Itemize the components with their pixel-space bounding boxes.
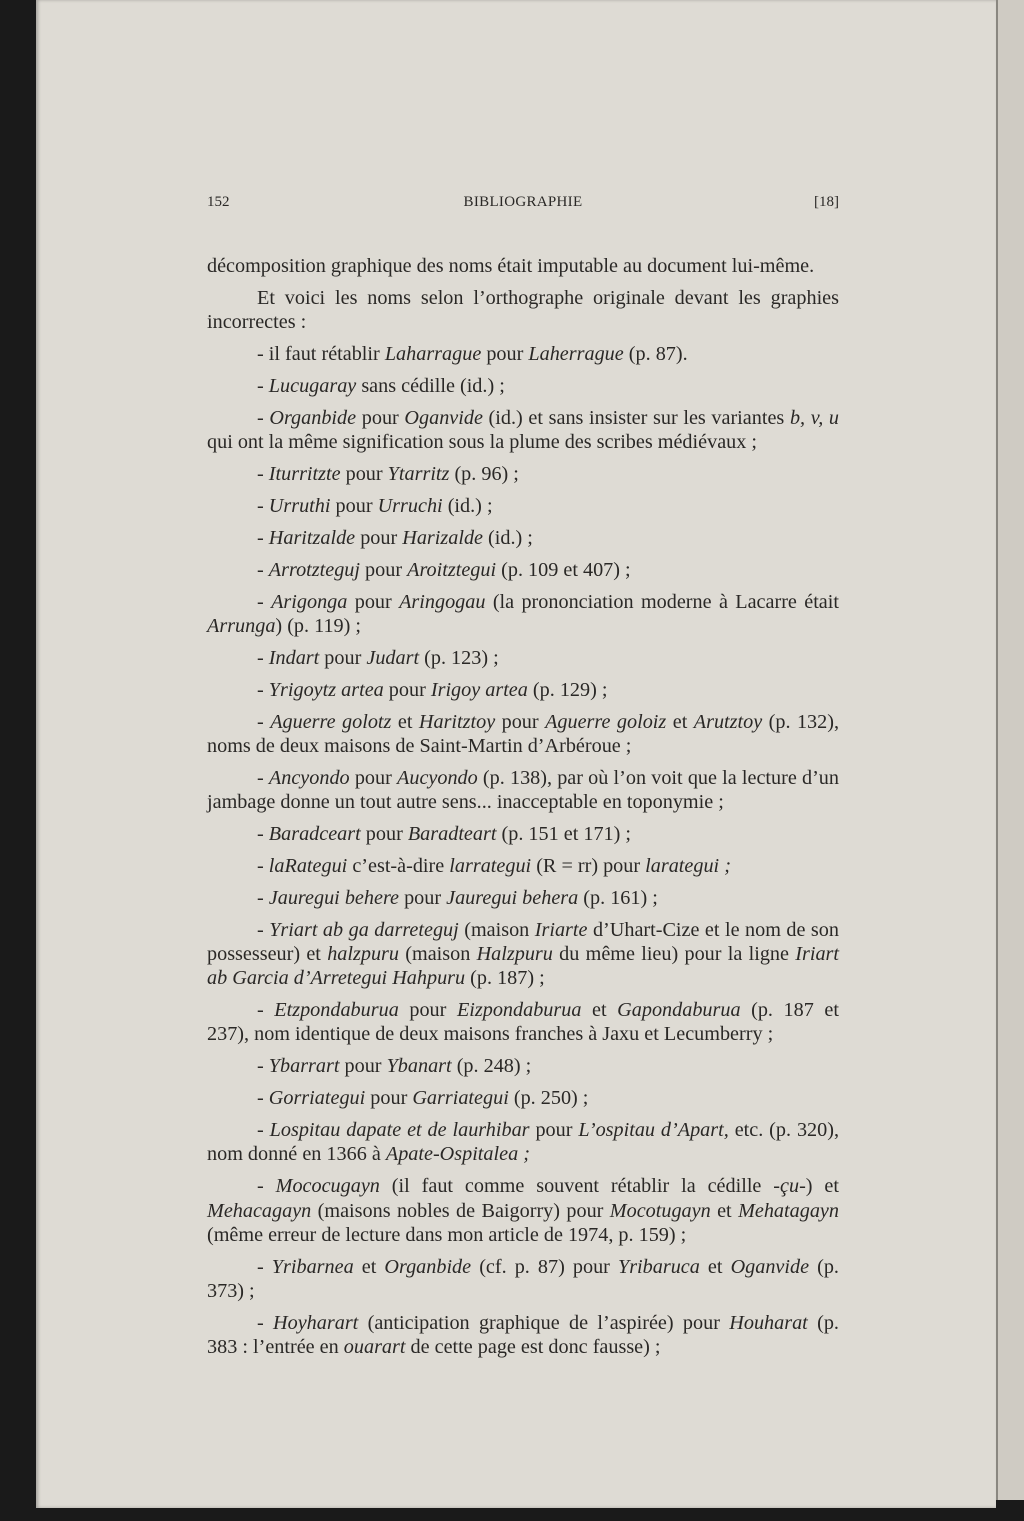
paragraph bbox=[207, 710, 839, 759]
italic-term: Arigonga bbox=[271, 590, 348, 613]
body-text bbox=[207, 254, 839, 1367]
text-run: c’est-à-dire bbox=[347, 854, 450, 877]
paragraph bbox=[207, 374, 839, 398]
italic-term: Eizpondaburua bbox=[456, 999, 582, 1022]
italic-term: Baradteart bbox=[407, 822, 497, 845]
italic-term: Yrigoytz artea bbox=[268, 678, 384, 701]
italic-term: laRategui bbox=[268, 854, 348, 877]
text-run: - bbox=[257, 822, 269, 845]
italic-term: Laherrague bbox=[528, 343, 624, 366]
italic-term: Arrotzteguj bbox=[268, 558, 360, 581]
text-run: sans cédille (id.) ; bbox=[356, 374, 505, 397]
text-run: (maison bbox=[399, 942, 477, 965]
page-number: 152 bbox=[207, 194, 230, 210]
italic-term: Yribarnea bbox=[271, 1255, 354, 1278]
paragraph bbox=[207, 646, 839, 670]
italic-term: Judart bbox=[366, 646, 420, 669]
paragraph bbox=[207, 558, 839, 582]
text-run: et bbox=[581, 999, 618, 1022]
paragraph bbox=[207, 462, 839, 486]
text-run: (p. 129) ; bbox=[527, 678, 608, 701]
paragraph bbox=[207, 286, 839, 335]
text-run: pour bbox=[360, 558, 408, 581]
text-run: (p. 151 et 171) ; bbox=[496, 822, 632, 845]
italic-term: Mococugayn bbox=[275, 1175, 380, 1198]
text-run: pour bbox=[495, 710, 546, 733]
italic-term: Iturritzte bbox=[268, 463, 341, 486]
text-run: (même erreur de lecture dans mon article de 1974, p. 159) ; bbox=[207, 1223, 687, 1246]
text-run: (id.) et sans insister sur les variantes bbox=[482, 406, 790, 429]
italic-term: larategui ; bbox=[645, 854, 731, 877]
italic-term: Hoyharart bbox=[273, 1311, 359, 1334]
text-run: et bbox=[699, 1255, 731, 1278]
text-run: ) et bbox=[805, 1175, 839, 1198]
text-run: etc. (p. 320), nom donné en 1366 à bbox=[207, 1119, 839, 1166]
italic-term: Aguerre goloiz bbox=[545, 710, 667, 733]
italic-term: Gapondaburua bbox=[617, 999, 741, 1022]
text-run: - bbox=[257, 1311, 274, 1334]
italic-term: -çu- bbox=[773, 1175, 806, 1198]
paragraph bbox=[207, 822, 839, 846]
italic-term: Halzpuru bbox=[476, 942, 553, 965]
italic-term: Urruchi bbox=[377, 494, 443, 517]
text-run: - bbox=[257, 558, 269, 581]
italic-term: Yriart ab ga darreteguj bbox=[269, 918, 459, 941]
italic-term: L’ospitau d’Apart, bbox=[578, 1119, 729, 1142]
text-run: pour bbox=[365, 1087, 413, 1110]
paragraph bbox=[207, 1311, 839, 1360]
text-run: décomposition graphique des noms était imputable au document lui-même. bbox=[207, 255, 815, 277]
text-run: pour bbox=[398, 999, 457, 1022]
italic-term: Arrunga bbox=[207, 614, 276, 637]
italic-term: Haritzalde bbox=[268, 526, 356, 549]
text-run: (p. 123) ; bbox=[419, 646, 499, 669]
paragraph bbox=[207, 918, 839, 991]
italic-term: Lucugaray bbox=[268, 374, 357, 397]
italic-term: Harizalde bbox=[402, 526, 483, 549]
italic-term: larrategui bbox=[449, 854, 532, 877]
next-page-edge bbox=[996, 0, 1024, 1500]
paragraph bbox=[207, 886, 839, 910]
text-run: pour bbox=[529, 1119, 579, 1142]
text-run: Et voici les noms selon l’orthographe originale devant les graphies incorrectes : bbox=[207, 286, 839, 334]
italic-term: Indart bbox=[268, 646, 320, 669]
italic-term: Irigoy artea bbox=[430, 678, 528, 701]
text-run: - bbox=[257, 854, 269, 877]
text-run: pour bbox=[356, 406, 405, 429]
text-run: (p. 161) ; bbox=[578, 886, 658, 909]
italic-term: Garriategui bbox=[412, 1087, 509, 1110]
text-run: (p. 383 : l’entrée en bbox=[207, 1311, 839, 1359]
text-run: - bbox=[257, 406, 270, 429]
text-run: (p. 187) ; bbox=[465, 967, 545, 990]
text-run: - bbox=[257, 494, 269, 517]
paragraph bbox=[207, 254, 839, 278]
italic-term: Gorriategui bbox=[268, 1087, 366, 1110]
text-run: (p. 373) ; bbox=[207, 1255, 839, 1303]
italic-term: Yribaruca bbox=[617, 1255, 700, 1278]
text-run: pour bbox=[383, 678, 431, 701]
text-run: pour bbox=[347, 590, 400, 613]
text-run: (maisons nobles de Baigorry) pour bbox=[311, 1199, 610, 1222]
italic-term: Oganvide bbox=[730, 1255, 810, 1278]
italic-term: Aroitztegui bbox=[407, 558, 497, 581]
text-run: - bbox=[257, 374, 269, 397]
italic-term: halzpuru bbox=[327, 942, 399, 965]
text-run: - bbox=[257, 766, 269, 789]
text-run: (p. 187 et 237), nom identique de deux maisons franches à Jaxu et Lecumberry ; bbox=[207, 999, 839, 1046]
paragraph bbox=[207, 1174, 839, 1247]
text-run: pour bbox=[339, 1055, 387, 1078]
text-run: - bbox=[257, 1175, 276, 1198]
text-run: (maison bbox=[458, 918, 535, 941]
paragraph bbox=[207, 406, 839, 455]
text-run: (cf. p. 87) pour bbox=[471, 1255, 618, 1278]
italic-term: Apate-Ospitalea ; bbox=[385, 1143, 530, 1166]
italic-term: Jauregui behere bbox=[268, 886, 400, 909]
text-run: (R = rr) pour bbox=[531, 854, 646, 877]
italic-term: Ybanart bbox=[386, 1055, 452, 1078]
italic-term: b, v, u bbox=[789, 406, 839, 429]
italic-term: Jauregui behera bbox=[446, 886, 579, 909]
paragraph bbox=[207, 494, 839, 518]
running-title: BIBLIOGRAPHIE bbox=[463, 194, 583, 210]
text-run: (p. 132), noms de deux maisons de Saint-Martin d’Arbéroue ; bbox=[207, 710, 840, 757]
text-run: et bbox=[666, 710, 694, 733]
text-run: qui ont la même signification sous la plume des scribes médiévaux ; bbox=[207, 431, 757, 454]
paragraph bbox=[207, 1118, 839, 1167]
italic-term: Organbide bbox=[384, 1255, 472, 1278]
text-run: - bbox=[257, 463, 269, 486]
text-run: (anticipation graphique de l’aspirée) pour bbox=[358, 1311, 730, 1334]
text-run: - bbox=[257, 1087, 269, 1110]
text-run: (id.) ; bbox=[442, 494, 493, 517]
text-run: - bbox=[257, 526, 269, 549]
section-ref: [18] bbox=[814, 194, 839, 210]
text-run: et bbox=[353, 1255, 385, 1278]
text-run: - bbox=[257, 1055, 269, 1078]
text-run: pour bbox=[481, 343, 529, 366]
paragraph bbox=[207, 342, 839, 366]
paragraph bbox=[207, 526, 839, 550]
text-run: (p. 96) ; bbox=[449, 463, 519, 486]
text-run: - bbox=[257, 999, 275, 1022]
text-run: d’Uhart-Cize et le nom de son possesseur) et bbox=[207, 918, 839, 965]
paragraph bbox=[207, 1086, 839, 1110]
paragraph bbox=[207, 590, 839, 639]
italic-term: Houharat bbox=[729, 1311, 808, 1334]
text-run: pour bbox=[355, 526, 403, 549]
text-run: (p. 250) ; bbox=[508, 1087, 589, 1110]
text-run: et bbox=[710, 1199, 739, 1222]
paragraph bbox=[207, 1255, 839, 1304]
italic-term: Ancyondo bbox=[268, 766, 350, 789]
text-run: pour bbox=[319, 646, 367, 669]
text-run: - bbox=[257, 918, 270, 941]
italic-term: Ybarrart bbox=[268, 1055, 340, 1078]
italic-term: Lospitau dapate et de laurhibar bbox=[269, 1119, 530, 1142]
italic-term: Laharrague bbox=[384, 343, 482, 366]
paragraph bbox=[207, 1054, 839, 1078]
text-run: pour bbox=[399, 886, 447, 909]
italic-term: Aucyondo bbox=[397, 766, 478, 789]
italic-term: Mehatagayn bbox=[738, 1199, 839, 1222]
paragraph bbox=[207, 678, 839, 702]
text-run: - il faut rétablir bbox=[257, 343, 385, 366]
text-run: de cette page est donc fausse) ; bbox=[405, 1336, 661, 1359]
text-run: du même lieu) pour la ligne bbox=[552, 942, 796, 965]
italic-term: Organbide bbox=[269, 406, 357, 429]
text-run: pour bbox=[330, 494, 378, 517]
text-run: (p. 109 et 407) ; bbox=[496, 558, 631, 581]
text-run: - bbox=[257, 710, 271, 733]
italic-term: Aguerre golotz bbox=[270, 710, 392, 733]
paragraph bbox=[207, 998, 839, 1047]
paragraph bbox=[207, 854, 839, 878]
text-run: - bbox=[257, 590, 272, 613]
italic-term: Baradceart bbox=[268, 822, 361, 845]
italic-term: Ytarritz bbox=[387, 463, 450, 486]
text-run: (la prononciation moderne à Lacarre était bbox=[485, 590, 839, 613]
text-run: pour bbox=[360, 822, 408, 845]
italic-term: Oganvide bbox=[404, 406, 483, 429]
text-run: (p. 248) ; bbox=[451, 1055, 532, 1078]
text-run: pour bbox=[340, 463, 388, 486]
text-run: (il faut comme souvent rétablir la cédille bbox=[379, 1175, 774, 1198]
text-run: (p. 87). bbox=[623, 343, 688, 366]
italic-term: Mocotugayn bbox=[609, 1199, 711, 1222]
italic-term: Aringogau bbox=[399, 590, 486, 613]
italic-term: Iriart ab Garcia d’Arretegui Hahpuru bbox=[207, 942, 839, 990]
paragraph bbox=[207, 766, 839, 815]
text-run: - bbox=[257, 1255, 272, 1278]
italic-term: Etzpondaburua bbox=[274, 999, 399, 1022]
italic-term: ouarart bbox=[343, 1336, 406, 1359]
text-run: pour bbox=[349, 766, 398, 789]
text-run: ) (p. 119) ; bbox=[275, 614, 362, 637]
italic-term: Mehacagayn bbox=[207, 1199, 312, 1222]
text-run: - bbox=[257, 886, 269, 909]
italic-term: Urruthi bbox=[268, 494, 331, 517]
italic-term: Haritztoy bbox=[418, 710, 496, 733]
running-header bbox=[207, 194, 839, 214]
text-run: - bbox=[257, 678, 269, 701]
italic-term: Arutztoy bbox=[693, 710, 763, 733]
text-run: (id.) ; bbox=[483, 526, 533, 549]
text-run: - bbox=[257, 646, 269, 669]
text-run: et bbox=[391, 710, 419, 733]
text-run: - bbox=[257, 1119, 270, 1142]
italic-term: Iriarte bbox=[534, 918, 588, 941]
text-run: (p. 138), par où l’on voit que la lecture d’un jambage donne un tout autre sens... inacceptable en toponymie ; bbox=[207, 766, 839, 814]
